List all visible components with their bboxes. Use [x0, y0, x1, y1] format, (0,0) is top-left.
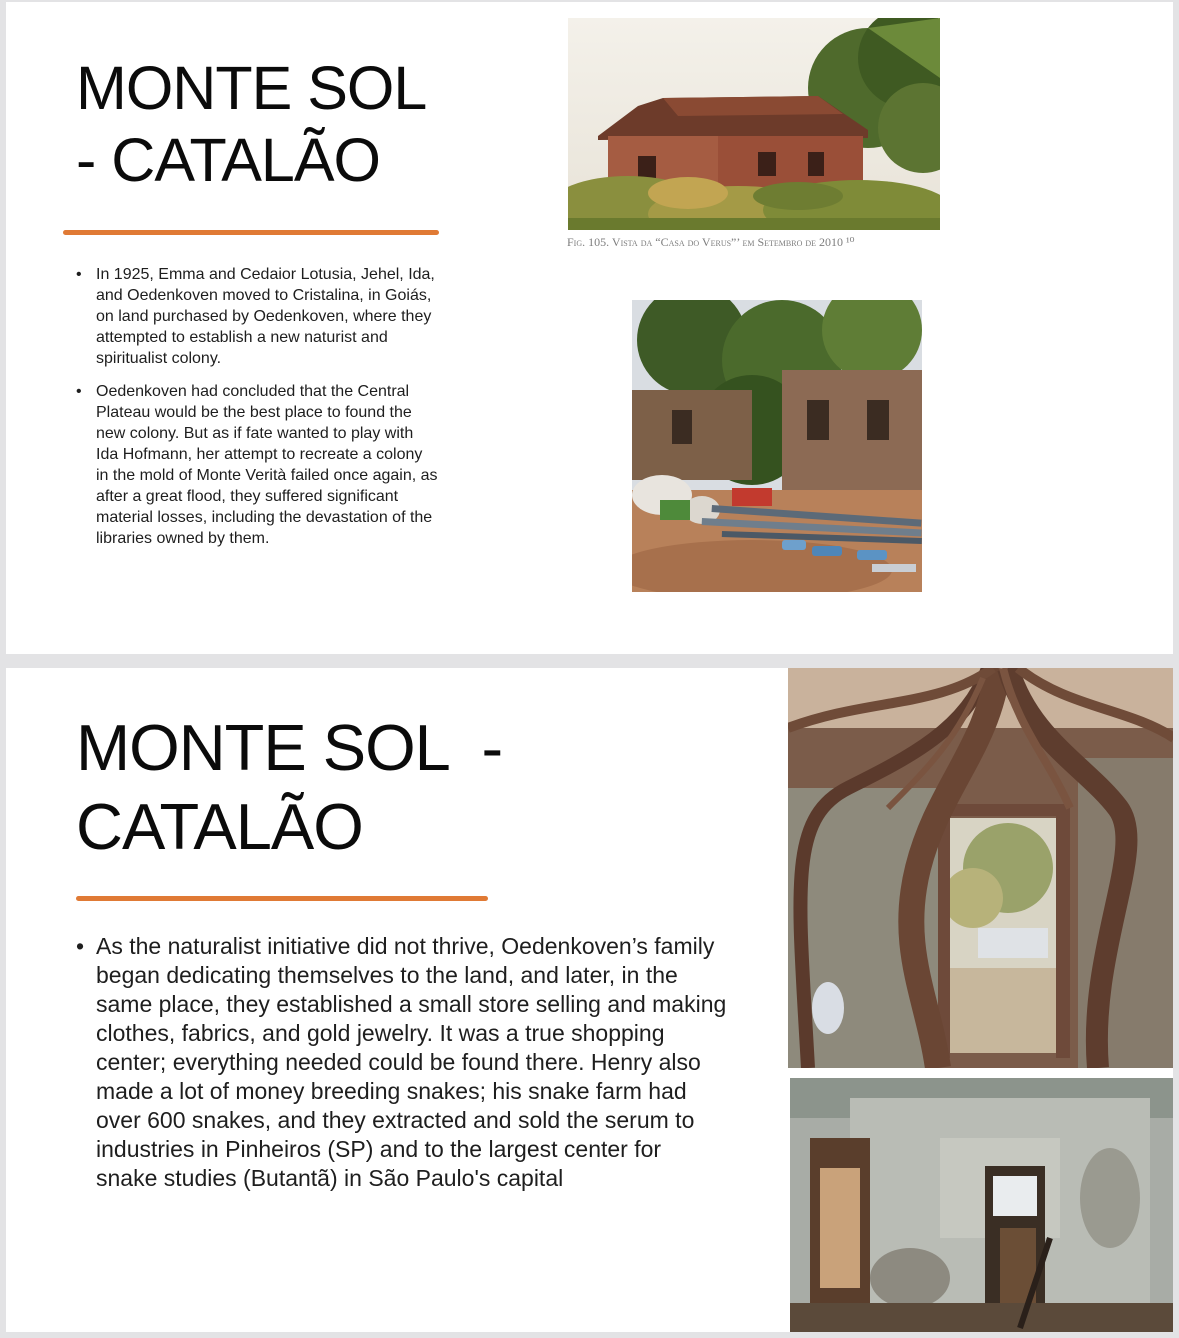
ruin-with-pipes-photo	[632, 300, 922, 592]
title-line: MONTE SOL	[76, 54, 427, 122]
title-line: - CATALÃO	[76, 126, 380, 194]
title-line: CATALÃO	[76, 790, 363, 863]
title-underline	[76, 896, 488, 901]
slide-title	[76, 708, 502, 866]
slide-2	[6, 668, 1173, 1332]
slide-1	[6, 2, 1173, 654]
title-line: MONTE SOL -	[76, 711, 503, 784]
bullet-list	[76, 264, 438, 561]
bullet-item: • In 1925, Emma and Cedaior Lotusia, Jehel, Ida, and Oedenkoven moved to Cristalina, in Goiás, on land purchased by Oedenkoven, where they attempted to establish a new naturist and spiritualist colony.	[76, 264, 438, 369]
crumbling-wall-photo	[790, 1078, 1173, 1332]
bullet-list	[76, 932, 728, 1193]
title-underline	[63, 230, 439, 235]
bullet-item: • Oedenkoven had concluded that the Central Plateau would be the best place to found the new colony. But as if fate wanted to play with Ida Hofmann, her attempt to recreate a colony in the mold of Monte Verità failed once again, as after a great flood, they suffered significant material losses, including the devastation of the libraries owned by them.	[76, 381, 438, 549]
slide-title	[76, 52, 426, 196]
bullet-item: • As the naturalist initiative did not thrive, Oedenkoven’s family began dedicating themselves to the land, and later, in the same place, they established a small store selling and making clothes, fabrics, and gold jewelry. It was a true shopping center; everything needed could be found there. Henry also made a lot of money breeding snakes; his snake farm had over 600 snakes, and they extracted and sold the serum to industries in Pinheiros (SP) and to the largest center for snake studies (Butantã) in São Paulo's capital	[76, 932, 728, 1193]
house-photo	[568, 18, 940, 230]
photo-caption: Fig. 105. Vista da “Casa do Verus”’ em Setembro de 2010 ¹⁰	[567, 235, 855, 249]
tree-roots-doorway-photo	[788, 668, 1173, 1068]
